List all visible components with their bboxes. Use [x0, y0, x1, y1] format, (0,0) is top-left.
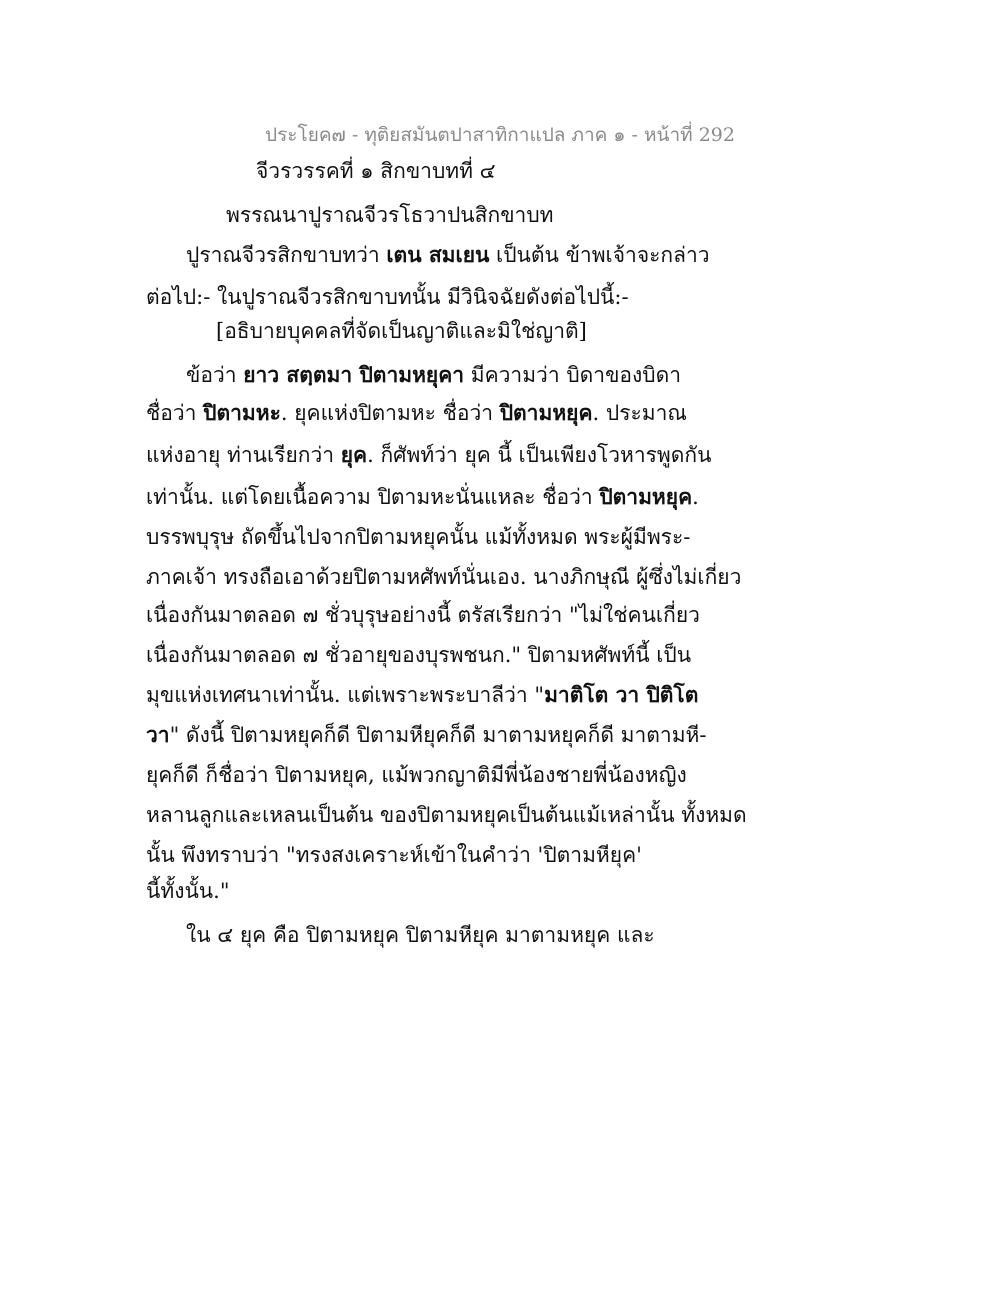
- text-run: มีความว่า บิดาของบิดา: [464, 363, 682, 387]
- text-run: ต่อไป:- ในปูราณจีวรสิกขาบทนั้น มีวินิจฉัยดังต่อไปนี้:-: [146, 285, 629, 309]
- text-run: แห่งอายุ ท่านเรียกว่า: [146, 443, 341, 467]
- text-run: เท่านั้น. แต่โดยเนื้อความ ปิตามหะนั่นแหละ ชื่อว่า: [146, 485, 600, 509]
- text-run: " ดังนี้ ปิตามหยุคก็ดี ปิตามหียุคก็ดี มาตามหยุคก็ดี มาตามหี-: [169, 723, 707, 747]
- text-run: ภาคเจ้า ทรงถือเอาด้วยปิตามหศัพท์นั่นเอง. นางภิกษุณี ผู้ซึ่งไม่เกี่ยว: [146, 565, 742, 589]
- section-subtitle: [226, 200, 700, 230]
- paragraph-line: [146, 800, 747, 830]
- paragraph-line: [146, 440, 712, 470]
- bold-term: มาติโต วา ปิติโต: [544, 682, 699, 707]
- paragraph-line: [146, 760, 700, 790]
- text-run: ปูราณจีวรสิกขาบทว่า: [186, 243, 387, 267]
- text-run: นี้ทั้งนั้น.": [146, 879, 230, 903]
- paragraph-line: [146, 562, 742, 592]
- paragraph-line: [146, 840, 700, 870]
- text-run: เนื่องกันมาตลอด ๗ ชั่วอายุของบุรพชนก." ปิตามหศัพท์นี้ เป็น: [146, 643, 692, 667]
- bold-term: ยุค: [340, 442, 368, 467]
- bold-term: ปิตามหยุค: [599, 484, 693, 509]
- section-title: [256, 156, 700, 186]
- paragraph-line: [186, 920, 700, 950]
- bracket-heading: [216, 316, 700, 346]
- text-run: เนื่องกันมาตลอด ๗ ชั่วบุรุษอย่างนี้ ตรัสเรียกว่า "ไม่ใช่คนเกี่ยว: [146, 603, 700, 627]
- paragraph-line: [146, 522, 700, 552]
- text-run: [อธิบายบุคคลที่จัดเป็นญาติและมิใช่ญาติ]: [216, 319, 587, 343]
- paragraph-line: [146, 720, 707, 750]
- text-run: . ก็ศัพท์ว่า ยุค นี้ เป็นเพียงโวหารพูดกัน: [367, 443, 712, 467]
- text-run: .: [692, 485, 699, 509]
- text-run: บรรพบุรุษ ถัดขึ้นไปจากปิตามหยุคนั้น แม้ทั้งหมด พระผู้มีพระ-: [146, 525, 691, 549]
- text-run: หลานลูกและเหลนเป็นต้น ของปิตามหยุคเป็นต้นแม้เหล่านั้น ทั้งหมด: [146, 803, 747, 827]
- page-header: ประโยค๗ - ทุติยสมันตปาสาทิกาแปล ภาค ๑ - หน้าที่ 292: [265, 124, 735, 146]
- paragraph-line: [146, 600, 700, 630]
- text-run: พรรณนาปูราณจีวรโธวาปนสิกขาบท: [226, 203, 554, 227]
- text-run: ชื่อว่า: [146, 401, 204, 425]
- text-run: ยุคก็ดี ก็ชื่อว่า ปิตามหยุค, แม้พวกญาติมีพี่น้องชายพี่น้องหญิง: [146, 763, 687, 787]
- bold-term: ปิตามหะ: [203, 400, 281, 425]
- bold-term: วา: [146, 722, 170, 747]
- paragraph-line: [146, 398, 700, 428]
- text-run: . ประมาณ: [592, 401, 687, 425]
- bold-term: ปิตามหยุค: [499, 400, 593, 425]
- paragraph-line: [146, 876, 700, 906]
- text-run: เป็นต้น ข้าพเจ้าจะกล่าว: [489, 243, 710, 267]
- text-run: . ยุคแห่งปิตามหะ ชื่อว่า: [280, 401, 500, 425]
- paragraph-line: [186, 360, 700, 390]
- text-run: มุขแห่งเทศนาเท่านั้น. แต่เพราะพระบาลีว่า ": [146, 683, 545, 707]
- bold-term: เตน สมเยน: [386, 242, 490, 267]
- text-run: ข้อว่า: [186, 363, 244, 387]
- text-run: จีวรวรรคที่ ๑ สิกขาบทที่ ๔: [256, 159, 496, 183]
- text-run: ใน ๔ ยุค คือ ปิตามหยุค ปิตามหียุค มาตามหยุค และ: [186, 923, 655, 947]
- paragraph-line: [146, 640, 700, 670]
- text-run: นั้น พึงทราบว่า "ทรงสงเคราะห์เข้าในคำว่า 'ปิตามหียุค': [146, 843, 642, 867]
- paragraph-line: [146, 680, 700, 710]
- paragraph-line: [186, 240, 710, 270]
- bold-term: ยาว สตฺตมา ปิตามหยุคา: [243, 362, 465, 387]
- paragraph-line: [146, 282, 700, 312]
- paragraph-line: [146, 482, 700, 512]
